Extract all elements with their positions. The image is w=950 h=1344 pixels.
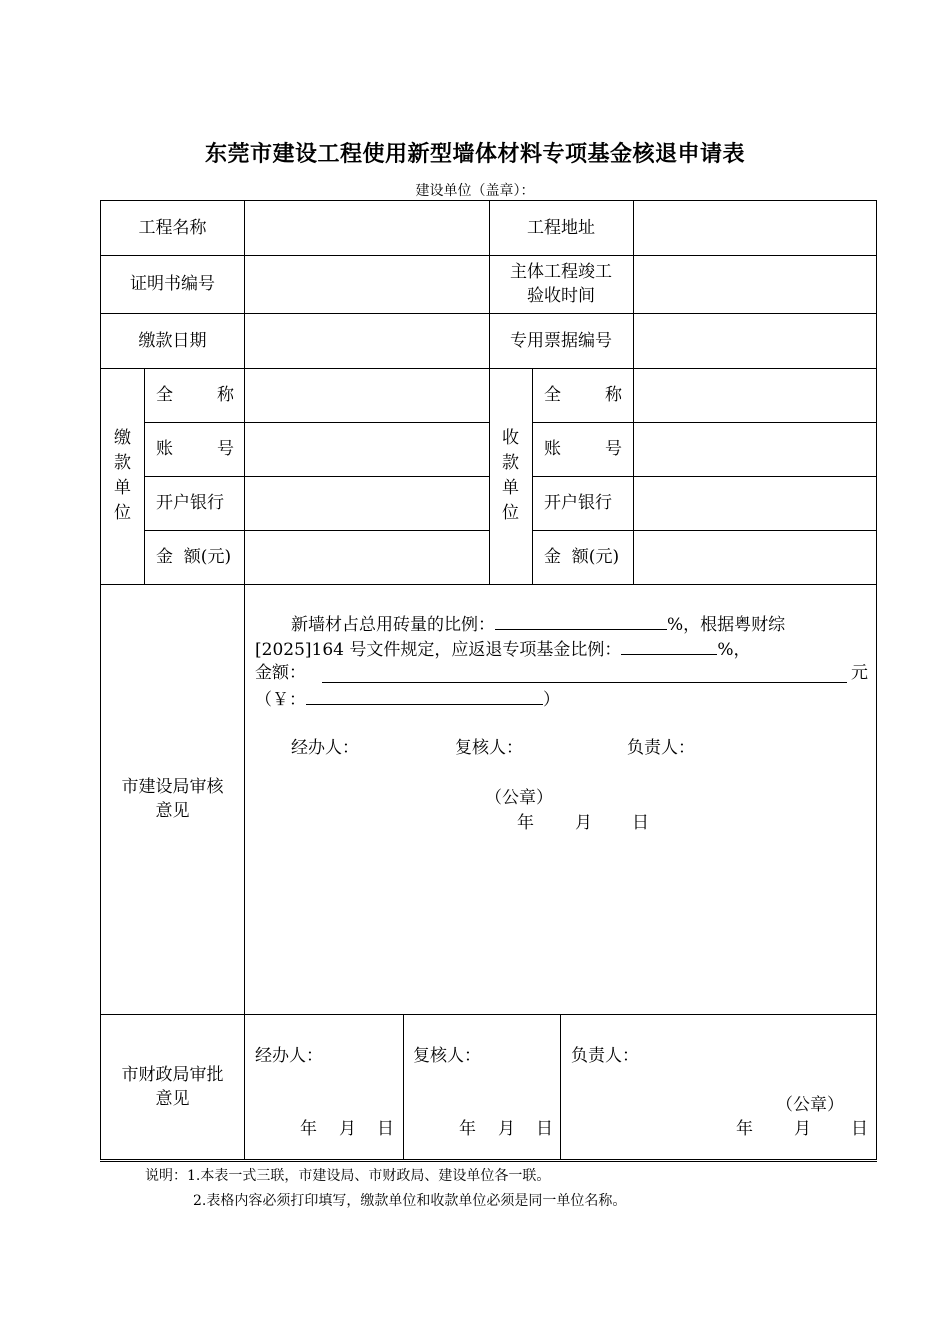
finance-month-label: 月 — [794, 1119, 811, 1139]
payee-account-field[interactable] — [634, 422, 877, 476]
receipt-number-label: 专用票据编号 — [510, 330, 612, 351]
project-address-field[interactable] — [634, 201, 877, 255]
payee-bank-field[interactable] — [634, 476, 877, 530]
refund-ratio-label: [2025]164 号文件规定，应返退专项基金比例： — [255, 640, 622, 660]
payer-amount-field[interactable] — [245, 530, 489, 584]
construction-leader-label: 负责人： — [627, 738, 695, 758]
finance-seal-label: （公章） — [776, 1095, 844, 1115]
application-form-table — [100, 200, 877, 1160]
finance-leader-label: 负责人： — [571, 1046, 639, 1066]
finance-reviewer-day: 日 — [536, 1119, 553, 1139]
acceptance-time-label-line1: 主体工程竣工 — [510, 262, 612, 282]
finance-handler-label: 经办人： — [255, 1046, 323, 1066]
project-name-field[interactable] — [245, 201, 489, 255]
amount-rmb-blank[interactable] — [306, 686, 543, 705]
payer-bank-label: 开户银行 — [156, 493, 224, 513]
payer-full-name-field[interactable] — [245, 368, 489, 422]
finance-handler-year: 年 — [300, 1119, 317, 1139]
construction-bureau-review-label: 市建设局审核 意见 — [121, 777, 224, 821]
brick-ratio-blank[interactable] — [495, 611, 667, 630]
payee-amount-label: 金 额(元) — [544, 547, 620, 567]
finance-day-label: 日 — [851, 1119, 868, 1139]
finance-leader-cell[interactable] — [561, 1014, 877, 1160]
payment-date-field[interactable] — [245, 313, 489, 368]
amount-rmb-label: （￥： — [255, 690, 306, 710]
payee-full-name-field[interactable] — [634, 368, 877, 422]
finance-reviewer-label: 复核人： — [413, 1046, 481, 1066]
finance-reviewer-month: 月 — [498, 1119, 515, 1139]
payment-date-label: 缴款日期 — [138, 330, 207, 351]
payer-account-label: 账 号 — [156, 439, 234, 459]
finance-handler-month: 月 — [339, 1119, 356, 1139]
project-address-label: 工程地址 — [527, 218, 595, 238]
acceptance-time-label — [489, 255, 633, 313]
construction-seal-label: （公章） — [485, 788, 553, 808]
refund-ratio-blank[interactable] — [621, 636, 717, 655]
payee-amount-field[interactable] — [634, 530, 877, 584]
payee-unit-label: 收 款 单 位 — [502, 428, 519, 523]
payer-bank-field[interactable] — [245, 476, 489, 530]
finance-reviewer-year: 年 — [459, 1119, 476, 1139]
finance-reviewer-cell[interactable] — [404, 1014, 560, 1160]
finance-year-label: 年 — [736, 1119, 753, 1139]
certificate-number-label: 证明书编号 — [130, 274, 215, 294]
brick-ratio-label: 新墙材占总用砖量的比例： — [291, 615, 495, 635]
note-line-1: 说明：1.本表一式三联，市建设局、市财政局、建设单位各一联。 — [145, 1168, 551, 1184]
amount-blank[interactable] — [322, 664, 847, 683]
construction-year-label: 年 — [517, 813, 534, 833]
project-name-label: 工程名称 — [138, 218, 207, 238]
form-title: 东莞市建设工程使用新型墙体材料专项基金核退申请表 — [204, 141, 745, 167]
finance-handler-day: 日 — [377, 1119, 394, 1139]
finance-handler-cell[interactable] — [245, 1014, 403, 1160]
payee-bank-label: 开户银行 — [544, 493, 612, 513]
payer-full-name-label: 全 称 — [156, 385, 234, 405]
amount-unit: 元 — [851, 663, 868, 683]
payer-account-field[interactable] — [245, 422, 489, 476]
certificate-number-field[interactable] — [245, 255, 489, 313]
payee-account-label: 账 号 — [544, 439, 622, 459]
acceptance-time-field[interactable] — [634, 255, 877, 313]
payer-amount-label: 金 额(元) — [156, 547, 232, 567]
construction-handler-label: 经办人： — [291, 738, 359, 758]
construction-month-label: 月 — [575, 813, 592, 833]
acceptance-time-label-line2: 验收时间 — [527, 286, 595, 306]
construction-day-label: 日 — [632, 813, 649, 833]
amount-label: 金额： — [255, 663, 306, 683]
payer-unit-label: 缴 款 单 位 — [114, 428, 131, 523]
construction-reviewer-label: 复核人： — [455, 738, 523, 758]
construction-bureau-review-area: 新墙材占总用砖量的比例： %，根据粤财综 [2025]164 号文件规定，应返退专项基金比例： %， 金额： 元 （￥： ） 经办人： 复核人： 负责人： （公章） 年 月 日 — [245, 584, 877, 1014]
finance-bureau-review-label: 市财政局审批 意见 — [121, 1065, 224, 1109]
note-line-2: 2.表格内容必须打印填写，缴款单位和收款单位必须是同一单位名称。 — [193, 1193, 627, 1209]
construction-unit-seal-label: 建设单位（盖章）： — [415, 183, 535, 199]
receipt-number-field[interactable] — [634, 313, 877, 368]
payee-full-name-label: 全 称 — [544, 385, 622, 405]
